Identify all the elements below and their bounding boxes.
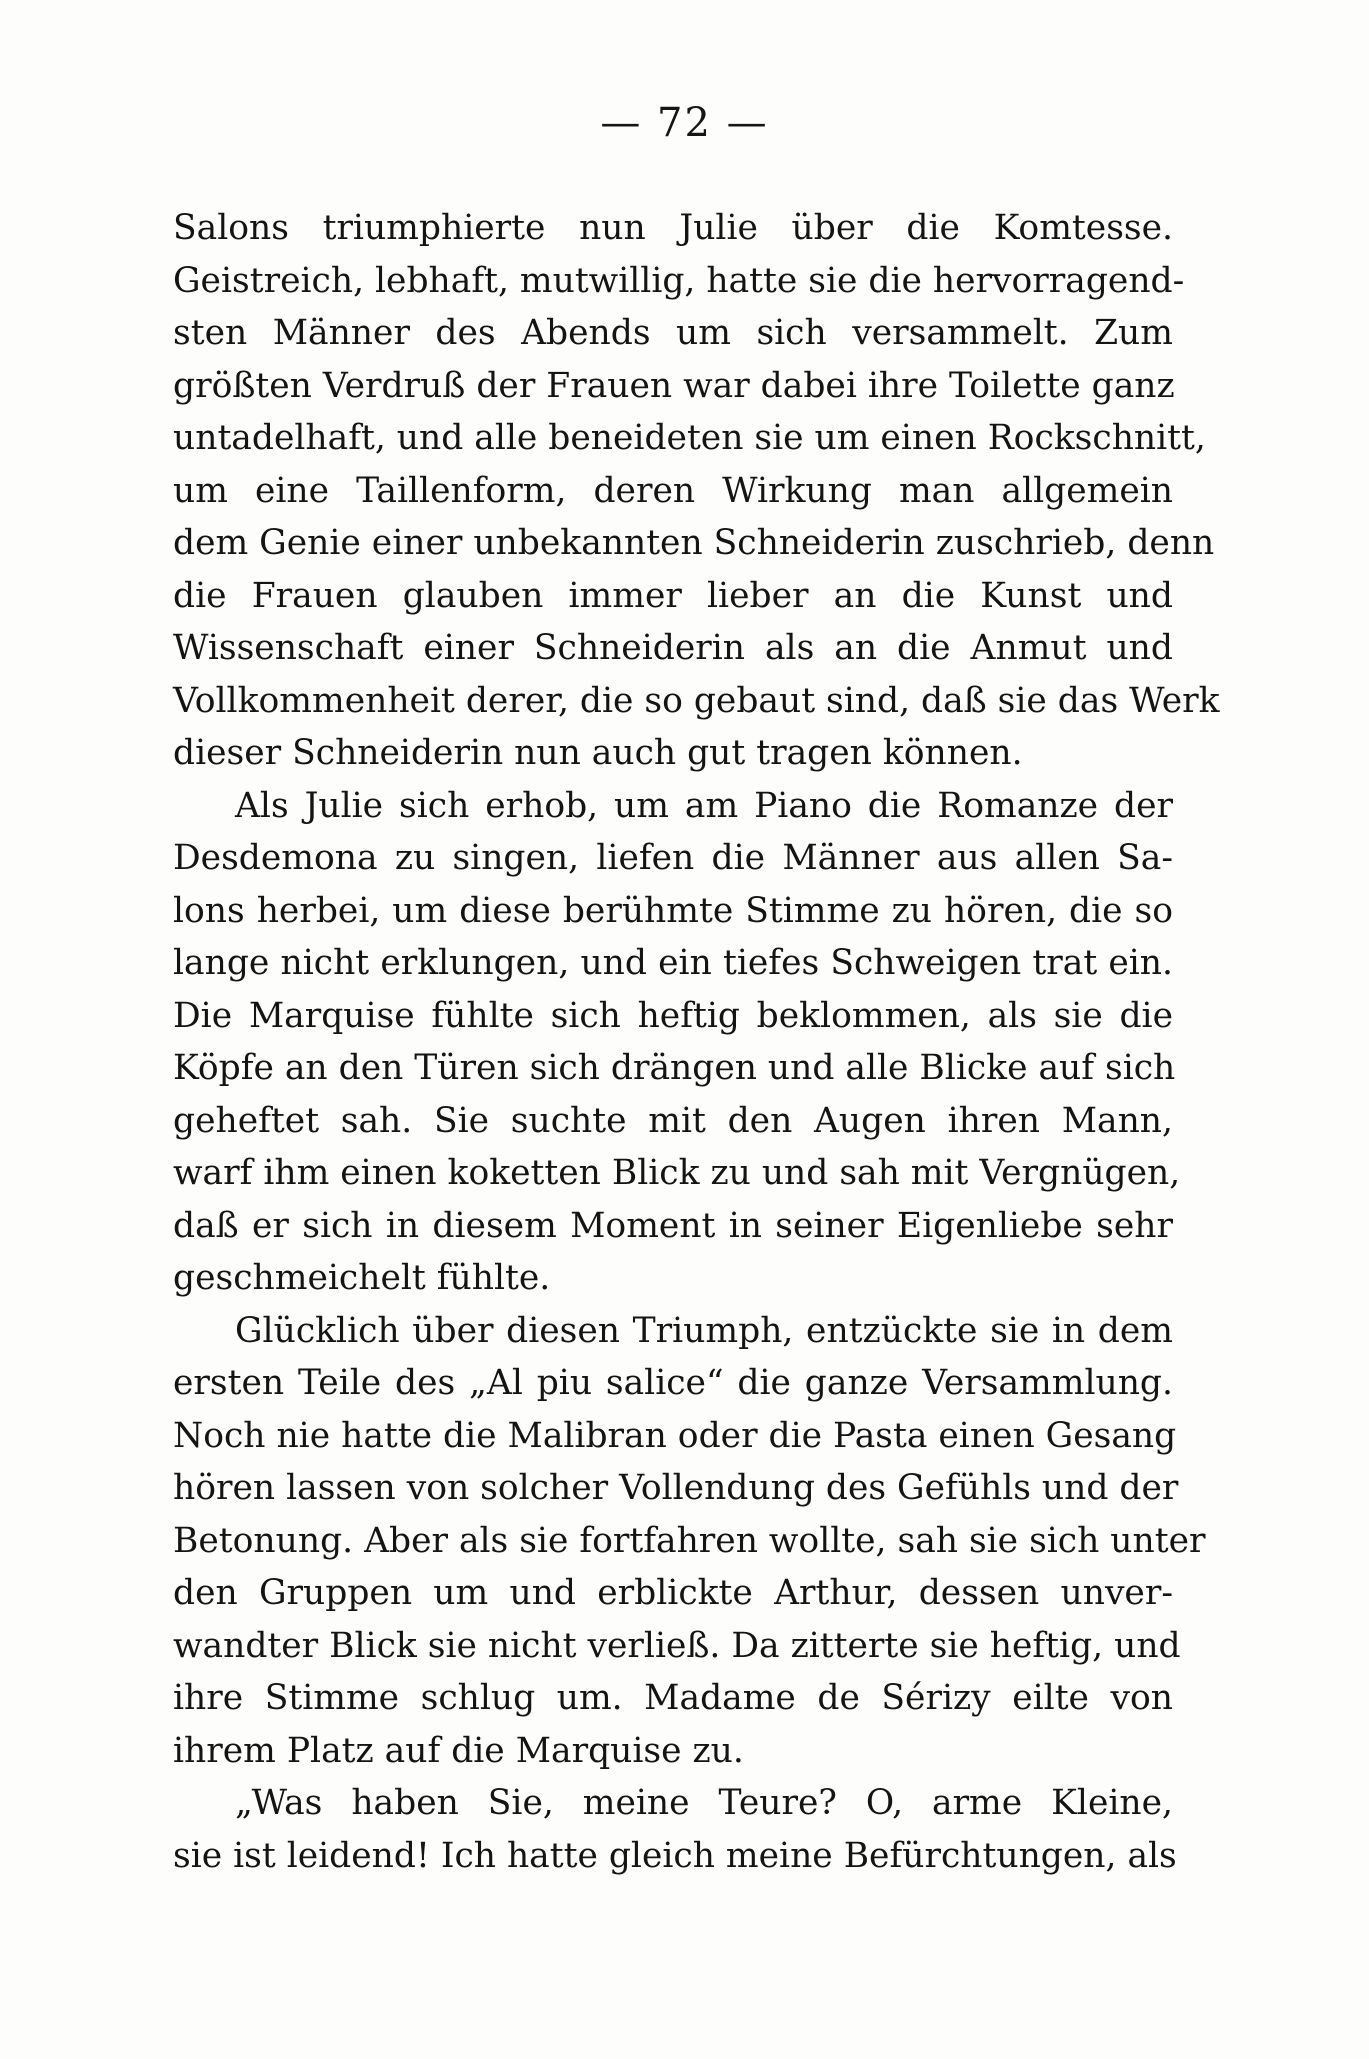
text-line: geheftet sah. Sie suchte mit den Augen ihren Mann, [173, 1100, 1173, 1141]
paragraph-1 [173, 202, 1220, 780]
paragraph-2 [173, 780, 1181, 1305]
text-line: sten Männer des Abends um sich versammelt. Zum [173, 313, 1173, 353]
text-line: sie ist leidend! Ich hatte gleich meine Befürchtungen, als [173, 1835, 1177, 1876]
text-line: Geistreich, lebhaft, mutwillig, hatte sie die hervorragend- [173, 260, 1185, 301]
text-line: Glücklich über diesen Triumph, entzückte sie in dem [235, 1310, 1173, 1351]
paragraph-4 [173, 1777, 1177, 1882]
text-line: Noch nie hatte die Malibran oder die Pasta einen Gesang [173, 1415, 1177, 1456]
text-line: den Gruppen um und erblickte Arthur, dessen unver- [173, 1573, 1173, 1613]
text-line: „Was haben Sie, meine Teure? O, arme Kleine, [235, 1783, 1173, 1823]
text-line: Die Marquise fühlte sich heftig beklommen, als sie die [173, 995, 1173, 1036]
body-text [173, 202, 1220, 1882]
text-line: Desdemona zu singen, liefen die Männer aus allen Sa- [173, 838, 1173, 878]
page-number: — 72 — [600, 100, 769, 146]
text-line: ihre Stimme schlug um. Madame de Sérizy eilte von [173, 1678, 1173, 1718]
text-line: Köpfe an den Türen sich drängen und alle Blicke auf sich [173, 1048, 1176, 1088]
text-line: ihrem Platz auf die Marquise zu. [173, 1730, 744, 1771]
text-line: warf ihm einen koketten Blick zu und sah mit Vergnügen, [173, 1153, 1181, 1193]
text-line: Betonung. Aber als sie fortfahren wollte, sah sie sich unter [173, 1520, 1206, 1561]
text-line: dieser Schneiderin nun auch gut tragen können. [173, 733, 1023, 773]
text-line: Wissenschaft einer Schneiderin als an die Anmut und [173, 628, 1173, 668]
text-line: geschmeichelt fühlte. [173, 1258, 551, 1298]
text-line: Vollkommenheit derer, die so gebaut sind, daß sie das Werk [173, 680, 1220, 721]
text-line: Salons triumphierte nun Julie über die Komtesse. [173, 208, 1173, 248]
text-line: untadelhaft, und alle beneideten sie um einen Rockschnitt, [173, 418, 1206, 458]
text-line: lons herbei, um diese berühmte Stimme zu hören, die so [173, 890, 1173, 931]
paragraph-3 [173, 1305, 1206, 1778]
text-line: größten Verdruß der Frauen war dabei ihre Toilette ganz [173, 365, 1175, 406]
text-line: lange nicht erklungen, und ein tiefes Schweigen trat ein. [173, 943, 1173, 983]
text-line: Als Julie sich erhob, um am Piano die Romanze der [235, 785, 1173, 826]
text-line: dem Genie einer unbekannten Schneiderin zuschrieb, denn [173, 523, 1215, 563]
text-line: daß er sich in diesem Moment in seiner Eigenliebe sehr [173, 1205, 1173, 1246]
text-line: wandter Blick sie nicht verließ. Da zitterte sie heftig, und [173, 1625, 1181, 1666]
text-line: die Frauen glauben immer lieber an die Kunst und [173, 575, 1173, 616]
text-line: ersten Teile des „Al piu salice“ die ganze Versammlung. [173, 1363, 1173, 1403]
text-line: um eine Taillenform, deren Wirkung man allgemein [173, 470, 1173, 511]
text-line: hören lassen von solcher Vollendung des Gefühls und der [173, 1468, 1179, 1508]
